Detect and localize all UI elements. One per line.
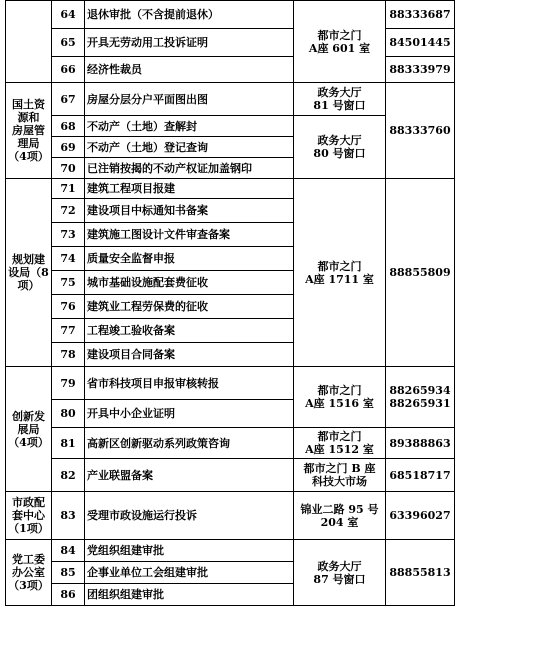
item-number: 72 <box>52 199 85 223</box>
item-number: 73 <box>52 223 85 247</box>
item-name: 开具无劳动用工投诉证明 <box>85 29 294 57</box>
table-row <box>6 540 455 562</box>
phone-number: 68518717 <box>386 459 455 492</box>
item-number: 68 <box>52 116 85 137</box>
phone-number: 88333979 <box>386 57 455 83</box>
item-name: 建筑业工程劳保费的征收 <box>85 295 294 319</box>
item-number: 85 <box>52 562 85 584</box>
item-number: 78 <box>52 343 85 367</box>
department-cell-top <box>6 1 52 83</box>
item-name: 受理市政设施运行投诉 <box>85 492 294 540</box>
department-cell-land: 国土资 源和 房屋管 理局 （4项） <box>6 83 52 179</box>
phone-number: 88333760 <box>386 83 455 179</box>
phone-number-pair <box>386 367 455 428</box>
table-row <box>6 1 455 29</box>
item-name: 退休审批（不含提前退休） <box>85 1 294 29</box>
service-table <box>5 0 455 606</box>
item-number: 75 <box>52 271 85 295</box>
location-line: 都市之门 <box>317 28 362 42</box>
item-number: 77 <box>52 319 85 343</box>
item-name: 经济性裁员 <box>85 57 294 83</box>
location-cell: 锦业二路 95 号 204 室 <box>294 492 386 540</box>
item-number: 79 <box>52 367 85 400</box>
item-name: 不动产（土地）查解封 <box>85 116 294 137</box>
department-cell-planning: 规划建 设局（8 项） <box>6 179 52 367</box>
item-number: 66 <box>52 57 85 83</box>
item-number: 70 <box>52 158 85 179</box>
item-name: 高新区创新驱动系列政策咨询 <box>85 428 294 459</box>
phone-number: 88333687 <box>386 1 455 29</box>
item-name: 建设项目中标通知书备案 <box>85 199 294 223</box>
table-row <box>6 57 455 83</box>
phone-number: 88265931 <box>389 397 451 410</box>
item-number: 67 <box>52 83 85 116</box>
item-name: 省市科技项目申报审核转报 <box>85 367 294 400</box>
table-row <box>6 459 455 492</box>
item-name: 已注销按揭的不动产权证加盖钢印 <box>85 158 294 179</box>
phone-number: 89388863 <box>386 428 455 459</box>
item-name: 企事业单位工会组建审批 <box>85 562 294 584</box>
phone-number: 88265934 <box>389 384 451 397</box>
item-name: 建筑工程项目报建 <box>85 179 294 199</box>
item-number: 81 <box>52 428 85 459</box>
item-name: 建筑施工图设计文件审查备案 <box>85 223 294 247</box>
phone-number: 84501445 <box>386 29 455 57</box>
item-name: 建设项目合同备案 <box>85 343 294 367</box>
location-cell: 政务大厅 87 号窗口 <box>294 540 386 606</box>
phone-number: 88855813 <box>386 540 455 606</box>
item-name: 房屋分层分户平面图出图 <box>85 83 294 116</box>
item-number: 80 <box>52 400 85 428</box>
item-number: 64 <box>52 1 85 29</box>
item-name: 开具中小企业证明 <box>85 400 294 428</box>
location-cell: 都市之门 A座 1711 室 <box>294 179 386 367</box>
location-cell <box>294 1 386 83</box>
item-number: 84 <box>52 540 85 562</box>
table-row <box>6 29 455 57</box>
item-number: 69 <box>52 137 85 158</box>
location-cell: 都市之门 A座 1512 室 <box>294 428 386 459</box>
item-name: 城市基础设施配套费征收 <box>85 271 294 295</box>
item-name: 工程竣工验收备案 <box>85 319 294 343</box>
table-row <box>6 492 455 540</box>
item-number: 71 <box>52 179 85 199</box>
table-row <box>6 83 455 116</box>
item-name: 质量安全监督申报 <box>85 247 294 271</box>
phone-number: 88855809 <box>386 179 455 367</box>
location-cell: 都市之门 B 座 科技大市场 <box>294 459 386 492</box>
item-name: 不动产（土地）登记查询 <box>85 137 294 158</box>
item-number: 65 <box>52 29 85 57</box>
item-number: 74 <box>52 247 85 271</box>
item-number: 86 <box>52 584 85 606</box>
phone-number: 63396027 <box>386 492 455 540</box>
table-row <box>6 179 455 199</box>
item-number: 83 <box>52 492 85 540</box>
location-line: A座 601 室 <box>308 41 371 55</box>
item-name: 团组织组建审批 <box>85 584 294 606</box>
item-name: 党组织组建审批 <box>85 540 294 562</box>
item-number: 76 <box>52 295 85 319</box>
item-name: 产业联盟备案 <box>85 459 294 492</box>
location-cell: 都市之门 A座 1516 室 <box>294 367 386 428</box>
department-cell-municipal: 市政配 套中心 （1项） <box>6 492 52 540</box>
location-cell: 政务大厅 80 号窗口 <box>294 116 386 179</box>
department-cell-innovation: 创新发 展局 （4项） <box>6 367 52 492</box>
table-row <box>6 367 455 400</box>
item-number: 82 <box>52 459 85 492</box>
location-cell: 政务大厅 81 号窗口 <box>294 83 386 116</box>
department-cell-party: 党工委 办公室 （3项） <box>6 540 52 606</box>
table-row <box>6 428 455 459</box>
